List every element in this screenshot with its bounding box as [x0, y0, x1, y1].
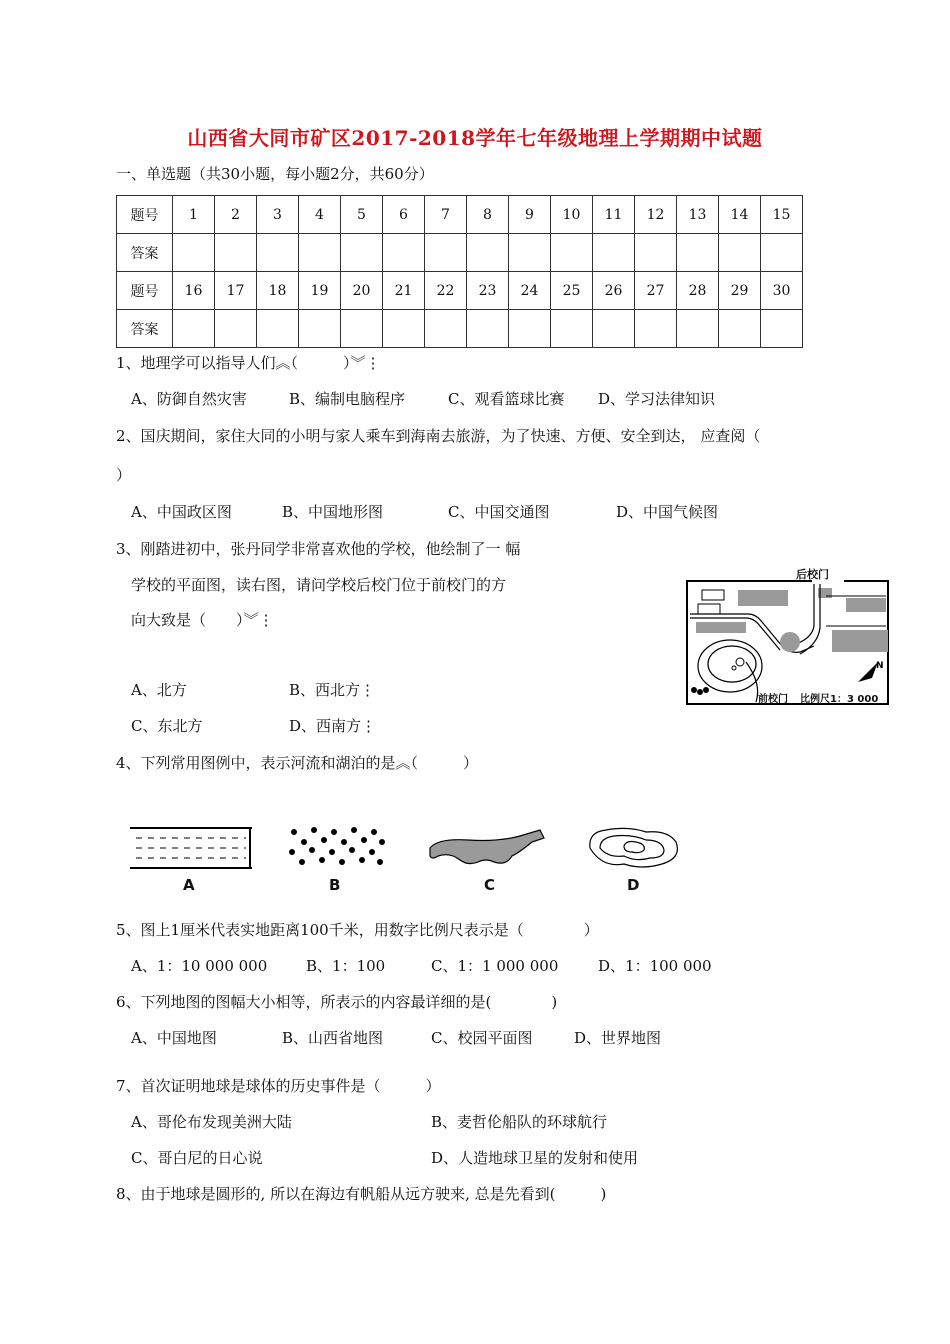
question-stem: 8、由于地球是圆形的, 所以在海边有帆船从远方驶来, 总是先看到( )	[116, 1185, 607, 1203]
option-b: B、麦哲伦船队的环球航行	[431, 1113, 608, 1131]
question-number: 13	[677, 196, 719, 234]
answer-cell[interactable]	[719, 310, 761, 348]
question-stem: 4、下列常用图例中，表示河流和湖泊的是︽（ ）	[116, 754, 479, 772]
question-number: 27	[635, 272, 677, 310]
front-gate-label: 前校门	[758, 694, 788, 705]
answer-cell[interactable]	[257, 234, 299, 272]
option-c: C、观看篮球比赛	[448, 390, 565, 408]
question-number: 17	[215, 272, 257, 310]
question-number: 6	[383, 196, 425, 234]
question-number: 15	[761, 196, 803, 234]
answer-cell[interactable]	[173, 234, 215, 272]
option-d: D、中国气候图	[616, 503, 719, 521]
section-heading: 一、单选题（共30小题，每小题2分，共60分）	[116, 165, 434, 183]
answer-cell[interactable]	[593, 310, 635, 348]
table-row	[117, 272, 803, 310]
question-number: 14	[719, 196, 761, 234]
question-number: 1	[173, 196, 215, 234]
page-title: 山西省大同市矿区2017-2018学年七年级地理上学期期中试题	[187, 126, 763, 150]
legend-contour-icon	[584, 826, 684, 872]
option-b: B、中国地形图	[282, 503, 384, 521]
answer-cell[interactable]	[509, 310, 551, 348]
answer-cell[interactable]	[425, 234, 467, 272]
question-number: 18	[257, 272, 299, 310]
option-b: B、1：100	[306, 957, 386, 975]
table-row	[117, 234, 803, 272]
answer-cell[interactable]	[383, 310, 425, 348]
answer-cell[interactable]	[215, 234, 257, 272]
row-header: 题号	[117, 272, 173, 310]
answer-cell[interactable]	[635, 310, 677, 348]
question-stem: 5、图上1厘米代表实地距离100千米，用数字比例尺表示是（ ）	[116, 921, 599, 939]
answer-cell[interactable]	[593, 234, 635, 272]
option-d: D、学习法律知识	[598, 390, 716, 408]
option-a: A、中国地图	[131, 1029, 217, 1047]
answer-cell[interactable]	[635, 234, 677, 272]
question-number: 25	[551, 272, 593, 310]
scale-label: 比例尺1：3 000	[800, 694, 879, 705]
row-header: 题号	[117, 196, 173, 234]
option-c: C、1：1 000 000	[431, 957, 559, 975]
svg-text:N: N	[876, 661, 884, 671]
answer-cell[interactable]	[215, 310, 257, 348]
question-number: 2	[215, 196, 257, 234]
question-stem: 7、首次证明地球是球体的历史事件是（ ）	[116, 1077, 441, 1095]
option-c: C、东北方	[131, 717, 203, 735]
question-number: 28	[677, 272, 719, 310]
legend-label-b: B	[329, 876, 341, 894]
answer-cell[interactable]	[551, 234, 593, 272]
answer-cell[interactable]	[173, 310, 215, 348]
question-number: 21	[383, 272, 425, 310]
question-number: 24	[509, 272, 551, 310]
question-number: 26	[593, 272, 635, 310]
question-number: 19	[299, 272, 341, 310]
option-a: A、北方	[131, 681, 187, 699]
legend-label-a: A	[183, 876, 195, 894]
legend-label-c: C	[484, 876, 496, 894]
question-stem: 1、地理学可以指导人们︽（ ）︾⋮	[116, 354, 381, 372]
question-number: 12	[635, 196, 677, 234]
legend-river-icon	[130, 826, 252, 872]
answer-cell[interactable]	[383, 234, 425, 272]
question-number: 10	[551, 196, 593, 234]
question-number: 22	[425, 272, 467, 310]
answer-cell[interactable]	[257, 310, 299, 348]
question-number: 9	[509, 196, 551, 234]
question-number: 29	[719, 272, 761, 310]
legend-river-lake-icon	[428, 826, 548, 872]
option-c: C、哥白尼的日心说	[131, 1149, 263, 1167]
back-gate-label: 后校门	[796, 568, 829, 581]
answer-cell[interactable]	[425, 310, 467, 348]
question-number: 7	[425, 196, 467, 234]
answer-cell[interactable]	[467, 234, 509, 272]
answer-cell[interactable]	[341, 234, 383, 272]
question-number: 8	[467, 196, 509, 234]
answer-cell[interactable]	[719, 234, 761, 272]
answer-cell[interactable]	[677, 310, 719, 348]
answer-cell[interactable]	[341, 310, 383, 348]
option-d: D、人造地球卫星的发射和使用	[431, 1149, 639, 1167]
question-number: 23	[467, 272, 509, 310]
option-d: D、1：100 000	[598, 957, 712, 975]
row-header: 答案	[117, 310, 173, 348]
answer-cell[interactable]	[551, 310, 593, 348]
option-c: C、校园平面图	[431, 1029, 533, 1047]
option-b: B、西北方⋮	[289, 681, 376, 699]
question-stem: 2、国庆期间，家住大同的小明与家人乘车到海南去旅游，为了快速、方便、安全到达， 应查阅（	[116, 427, 761, 445]
school-map	[686, 566, 890, 706]
row-header: 答案	[117, 234, 173, 272]
answer-cell[interactable]	[761, 234, 803, 272]
legend-label-d: D	[627, 876, 640, 894]
table-row	[117, 310, 803, 348]
question-stem-cont: 学校的平面图，读右图，请问学校后校门位于前校门的方	[131, 576, 507, 594]
option-d: D、西南方⋮	[289, 717, 377, 735]
question-number: 20	[341, 272, 383, 310]
answer-cell[interactable]	[467, 310, 509, 348]
option-a: A、中国政区图	[131, 503, 232, 521]
question-number: 30	[761, 272, 803, 310]
table-row	[117, 196, 803, 234]
question-stem: 6、下列地图的图幅大小相等，所表示的内容最详细的是( )	[116, 993, 558, 1011]
legend-dots-icon	[286, 826, 390, 872]
question-number: 3	[257, 196, 299, 234]
question-number: 11	[593, 196, 635, 234]
answer-table	[116, 195, 803, 348]
answer-cell[interactable]	[299, 310, 341, 348]
question-stem-cont: ）	[116, 466, 132, 484]
answer-cell[interactable]	[509, 234, 551, 272]
option-a: A、哥伦布发现美洲大陆	[131, 1113, 292, 1131]
question-number: 4	[299, 196, 341, 234]
option-b: B、山西省地图	[282, 1029, 384, 1047]
question-number: 5	[341, 196, 383, 234]
question-stem-cont: 向大致是（ ）︾⋮	[131, 611, 274, 629]
answer-cell[interactable]	[677, 234, 719, 272]
question-number: 16	[173, 272, 215, 310]
option-c: C、中国交通图	[448, 503, 550, 521]
option-a: A、防御自然灾害	[131, 390, 247, 408]
option-b: B、编制电脑程序	[289, 390, 406, 408]
option-a: A、1：10 000 000	[131, 957, 268, 975]
question-stem: 3、刚踏进初中，张丹同学非常喜欢他的学校，他绘制了一 幅	[116, 540, 521, 558]
answer-cell[interactable]	[299, 234, 341, 272]
option-d: D、世界地图	[574, 1029, 662, 1047]
answer-cell[interactable]	[761, 310, 803, 348]
